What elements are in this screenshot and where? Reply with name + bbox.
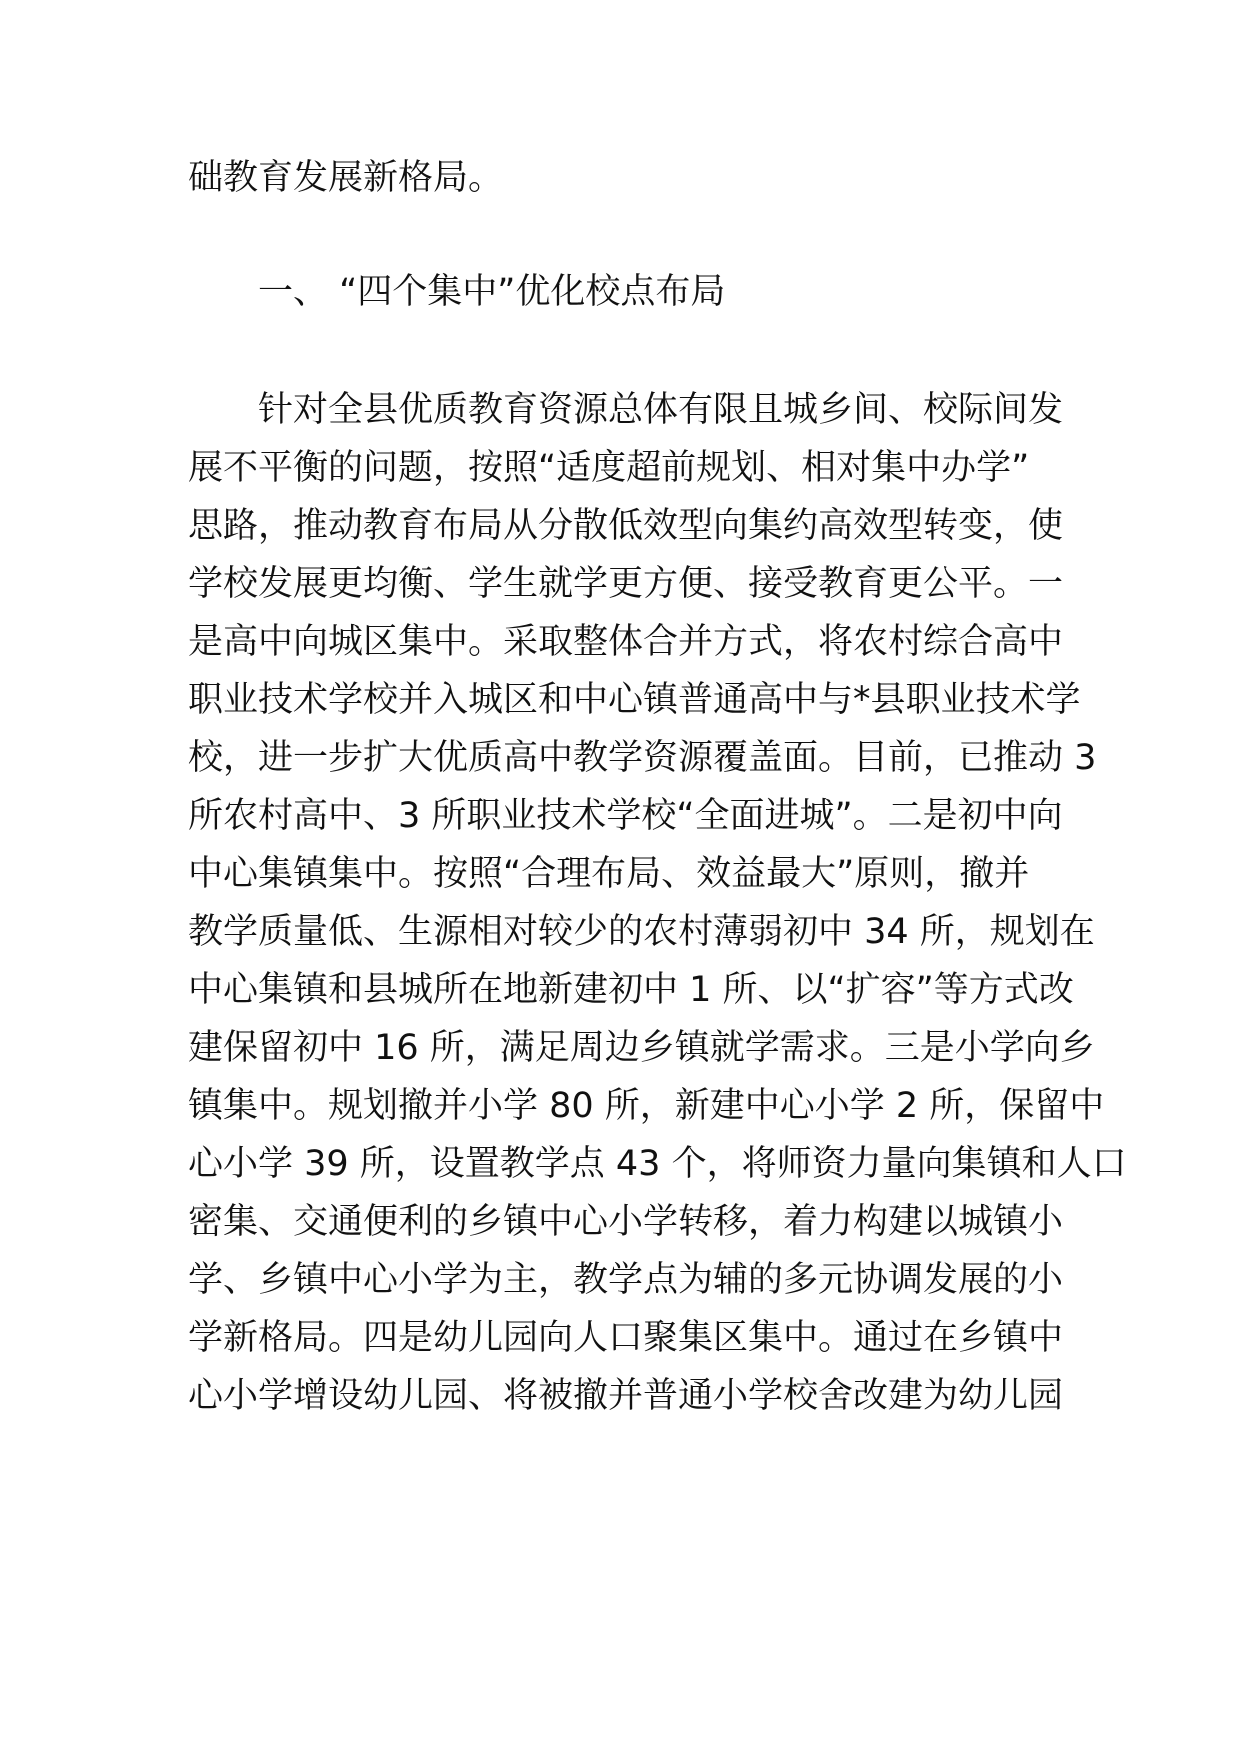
paragraph-line: 学新格局。四是幼儿园向人口聚集区集中。通过在乡镇中 — [188, 1318, 1064, 1358]
paragraph-line: 思路，推动教育布局从分散低效型向集约高效型转变，使 — [188, 506, 1064, 546]
paragraph-line: 所农村高中、3 所职业技术学校“全面进城”。二是初中向 — [188, 796, 1063, 836]
paragraph-line: 镇集中。规划撤并小学 80 所，新建中心小学 2 所，保留中 — [188, 1086, 1105, 1126]
paragraph-line: 中心集镇集中。按照“合理布局、效益最大”原则，撤并 — [188, 854, 1030, 894]
paragraph-line: 职业技术学校并入城区和中心镇普通高中与*县职业技术学 — [188, 680, 1081, 720]
paragraph-line: 心小学增设幼儿园、将被撤并普通小学校舍改建为幼儿园 — [188, 1376, 1064, 1416]
paragraph-line: 教学质量低、生源相对较少的农村薄弱初中 34 所，规划在 — [188, 912, 1095, 952]
paragraph-line: 密集、交通便利的乡镇中心小学转移，着力构建以城镇小 — [188, 1202, 1064, 1242]
paragraph-line: 心小学 39 所，设置教学点 43 个，将师资力量向集镇和人口 — [188, 1144, 1127, 1184]
continuation-line: 础教育发展新格局。 — [188, 158, 504, 198]
section-heading: 一、 “四个集中”优化校点布局 — [258, 272, 726, 312]
paragraph-line: 展不平衡的问题，按照“适度超前规划、相对集中办学” — [188, 448, 1030, 488]
paragraph-line: 学、乡镇中心小学为主，教学点为辅的多元协调发展的小 — [188, 1260, 1064, 1300]
paragraph-line: 针对全县优质教育资源总体有限且城乡间、校际间发 — [258, 390, 1064, 430]
paragraph-line: 中心集镇和县城所在地新建初中 1 所、以“扩容”等方式改 — [188, 970, 1074, 1010]
paragraph-line: 学校发展更均衡、学生就学更方便、接受教育更公平。一 — [188, 564, 1064, 604]
paragraph-line: 是高中向城区集中。采取整体合并方式，将农村综合高中 — [188, 622, 1064, 662]
paragraph-line: 校，进一步扩大优质高中教学资源覆盖面。目前，已推动 3 — [188, 738, 1097, 778]
paragraph-line: 建保留初中 16 所，满足周边乡镇就学需求。三是小学向乡 — [188, 1028, 1095, 1068]
